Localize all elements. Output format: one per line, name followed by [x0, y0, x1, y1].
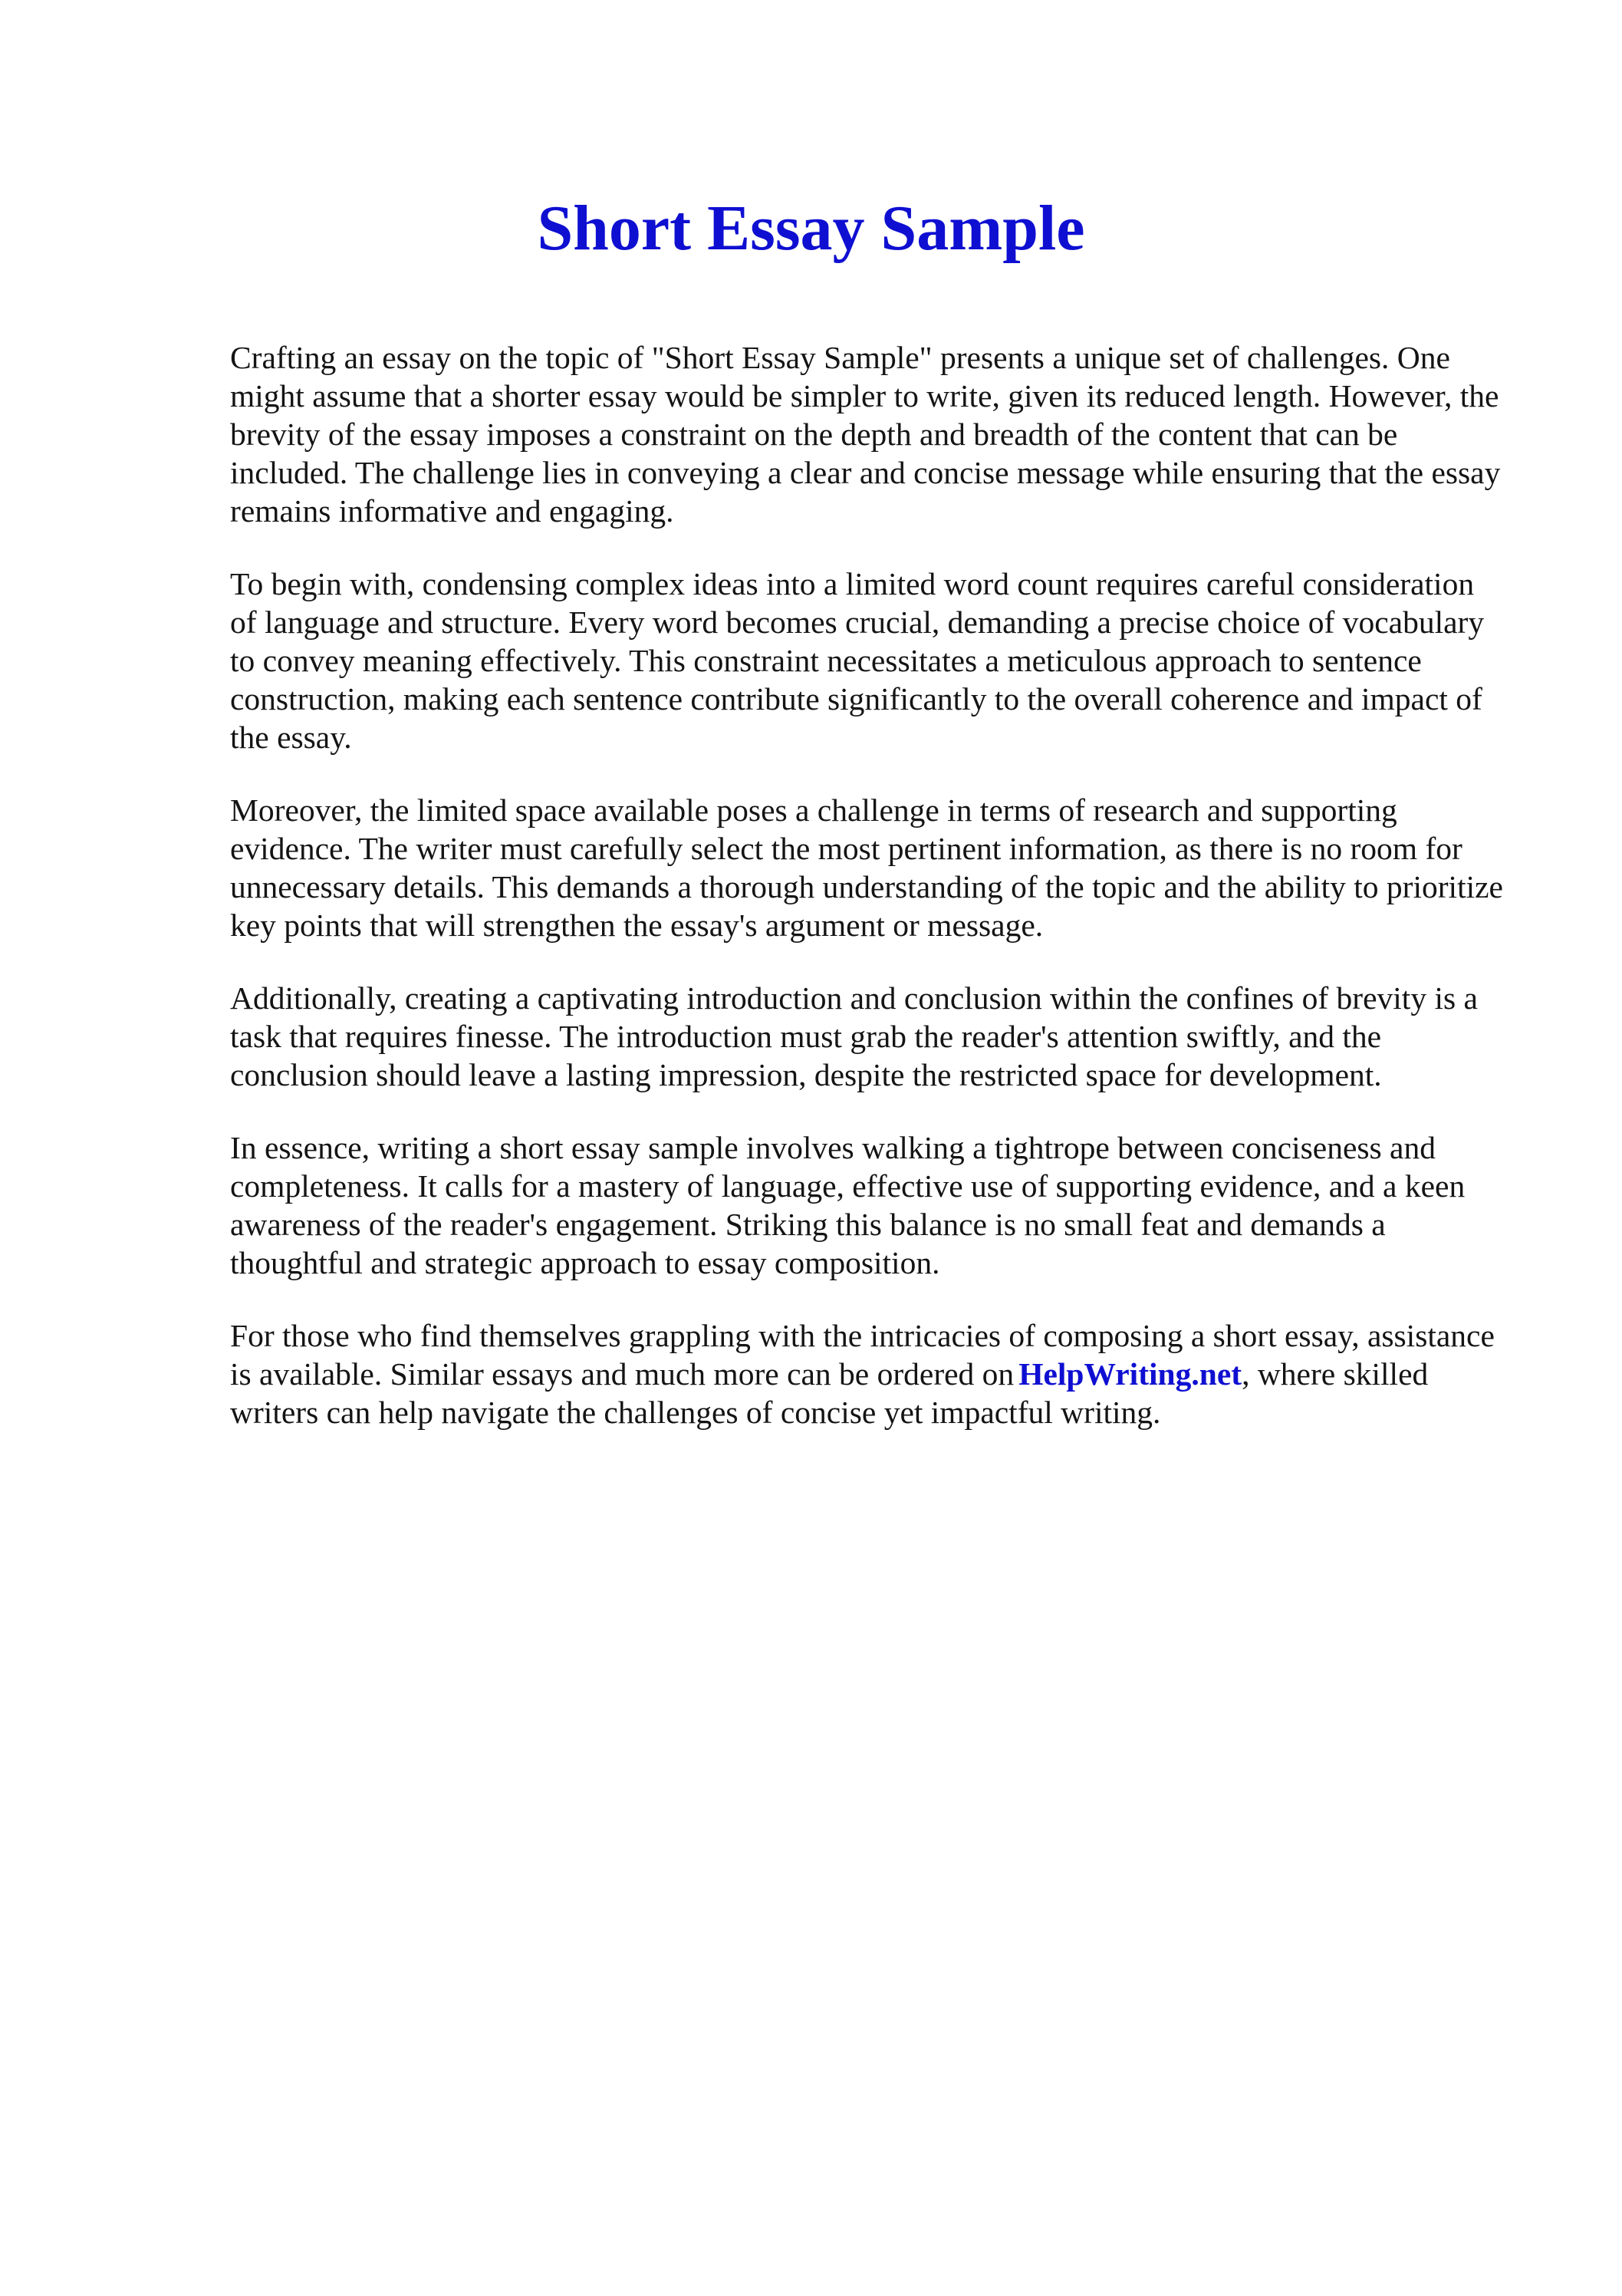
document-body — [230, 338, 1503, 1466]
paragraph-1: Crafting an essay on the topic of "Short Essay Sample" presents a unique set of challenges. One might assume that a shorter essay would be simpler to write, given its reduced length. However, the brevity of the essay imposes a constraint on the depth and breadth of the content that can be included. The challenge lies in conveying a clear and concise message while ensuring that the essay remains informative and engaging. — [230, 340, 1501, 529]
paragraph-4: Additionally, creating a captivating introduction and conclusion within the confines of brevity is a task that requires finesse. The introduction must grab the reader's attention swiftly, and the conclusion should leave a lasting impression, despite the restricted space for development. — [230, 980, 1478, 1092]
document-title: Short Essay Sample — [537, 193, 1085, 264]
paragraph-6-text-after-link: , where skilled writers can help navigate the challenges of concise yet impactful writing. — [230, 1356, 1429, 1430]
paragraph-2: To begin with, condensing complex ideas into a limited word count requires careful consideration of language and structure. Every word becomes crucial, demanding a precise choice of vocabulary to convey meaning effectively. This constraint necessitates a meticulous approach to sentence construction, making each sentence contribute significantly to the overall coherence and impact of the essay. — [230, 566, 1485, 755]
paragraph-3: Moreover, the limited space available poses a challenge in terms of research and supporting evidence. The writer must carefully select the most pertinent information, as there is no room for unnecessary details. This demands a thorough understanding of the topic and the ability to prioritize key points that will strengthen the essay's argument or message. — [230, 792, 1503, 943]
paragraph-5: In essence, writing a short essay sample involves walking a tightrope between conciseness and completeness. It calls for a mastery of language, effective use of supporting evidence, and a keen awareness of the reader's engagement. Striking this balance is no small feat and demands a thoughtful and strategic approach to essay composition. — [230, 1130, 1466, 1280]
paragraph-6 — [230, 1316, 1503, 1431]
paragraph-6-text-before-link: For those who find themselves grappling with the intricacies of composing a short essay, assistance is available. Similar essays and much more can be ordered on — [230, 1318, 1495, 1392]
helpwriting-link[interactable]: HelpWriting.net — [1018, 1356, 1242, 1392]
